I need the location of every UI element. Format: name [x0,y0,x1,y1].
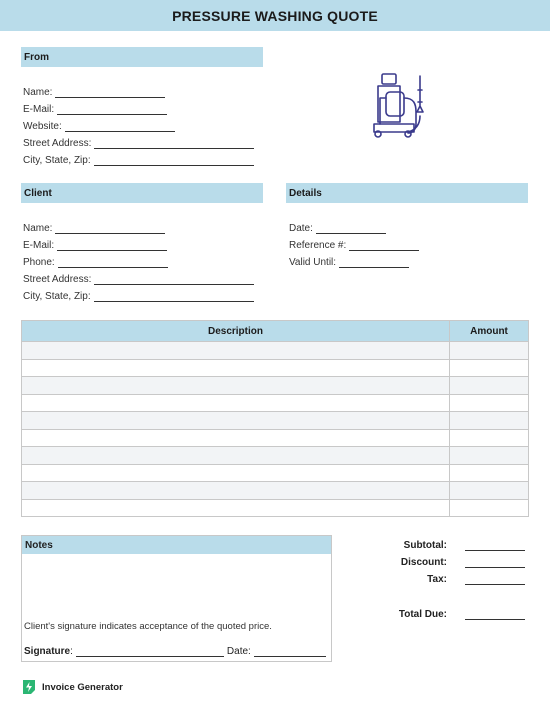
client-street-label: Street Address: [23,274,92,285]
notes-box[interactable] [21,535,332,662]
from-heading: From [21,47,263,67]
description-cell[interactable] [22,429,450,447]
tax-row [367,571,525,585]
total-due-blank[interactable] [465,610,525,620]
description-cell[interactable] [22,394,450,412]
tax-label: Tax: [427,574,447,585]
from-email-label: E-Mail: [23,104,55,115]
acceptance-text: Client's signature indicates acceptance of the quoted price. [24,621,272,632]
from-website-blank[interactable] [65,122,175,132]
client-street-field[interactable] [23,271,254,285]
amount-cell[interactable] [450,482,529,500]
title-bar [0,0,550,31]
subtotal-row [367,537,525,551]
from-city-field[interactable] [23,152,254,166]
table-row [22,499,529,517]
table-row [22,482,529,500]
pressure-washer-icon [368,72,432,138]
from-name-field[interactable] [23,84,165,98]
client-city-label: City, State, Zip: [23,291,91,302]
from-street-field[interactable] [23,135,254,149]
client-name-blank[interactable] [55,224,165,234]
client-phone-field[interactable] [23,254,168,268]
discount-row [367,554,525,568]
description-cell[interactable] [22,412,450,430]
signature-date-blank[interactable] [254,647,326,657]
from-street-label: Street Address: [23,138,92,149]
signature-date-label: Date: [226,646,251,657]
details-valid-until-label: Valid Until: [289,257,337,268]
description-cell[interactable] [22,447,450,465]
client-email-label: E-Mail: [23,240,55,251]
from-city-label: City, State, Zip: [23,155,91,166]
discount-label: Discount: [400,557,447,568]
details-reference-blank[interactable] [349,241,419,251]
signature-colon: : [70,646,73,657]
invoice-generator-logo-icon [22,680,36,694]
description-cell[interactable] [22,377,450,395]
total-due-label: Total Due: [398,609,447,620]
signature-row [24,646,326,657]
description-header: Description [22,321,450,342]
amount-cell[interactable] [450,342,529,360]
client-phone-blank[interactable] [58,258,168,268]
table-row [22,342,529,360]
discount-blank[interactable] [465,558,525,568]
details-reference-field[interactable] [289,237,419,251]
table-row [22,447,529,465]
client-city-blank[interactable] [94,292,254,302]
total-due-row [367,606,525,620]
details-date-label: Date: [289,223,313,234]
signature-label: Signature [24,646,71,657]
details-date-blank[interactable] [316,224,386,234]
from-email-blank[interactable] [57,105,167,115]
from-website-label: Website: [23,121,62,132]
from-city-blank[interactable] [94,156,254,166]
description-cell[interactable] [22,482,450,500]
table-row [22,394,529,412]
table-row [22,412,529,430]
amount-cell[interactable] [450,394,529,412]
signature-blank[interactable] [76,647,224,657]
footer-brand-text: Invoice Generator [42,681,123,693]
amount-cell[interactable] [450,359,529,377]
amount-cell[interactable] [450,377,529,395]
client-email-field[interactable] [23,237,167,251]
details-valid-until-blank[interactable] [339,258,409,268]
amount-cell[interactable] [450,499,529,517]
client-name-label: Name: [23,223,53,234]
description-cell[interactable] [22,342,450,360]
client-name-field[interactable] [23,220,165,234]
from-email-field[interactable] [23,101,167,115]
details-valid-until-field[interactable] [289,254,409,268]
description-cell[interactable] [22,499,450,517]
footer-brand[interactable] [22,680,123,694]
details-heading: Details [286,183,528,203]
amount-cell[interactable] [450,429,529,447]
client-heading: Client [21,183,263,203]
details-reference-label: Reference #: [289,240,347,251]
details-date-field[interactable] [289,220,386,234]
description-cell[interactable] [22,464,450,482]
from-website-field[interactable] [23,118,175,132]
amount-cell[interactable] [450,464,529,482]
client-city-field[interactable] [23,288,254,302]
client-email-blank[interactable] [57,241,167,251]
from-name-blank[interactable] [55,88,165,98]
amount-cell[interactable] [450,412,529,430]
description-cell[interactable] [22,359,450,377]
notes-heading: Notes [22,536,331,554]
from-name-label: Name: [23,87,53,98]
line-items-table [21,320,529,517]
table-row [22,429,529,447]
subtotal-label: Subtotal: [403,540,447,551]
table-row [22,464,529,482]
client-street-blank[interactable] [94,275,254,285]
amount-header: Amount [450,321,529,342]
tax-blank[interactable] [465,575,525,585]
from-street-blank[interactable] [94,139,254,149]
table-row [22,359,529,377]
table-row [22,377,529,395]
amount-cell[interactable] [450,447,529,465]
table-header-row [22,321,529,342]
page-title: PRESSURE WASHING QUOTE [172,7,378,24]
subtotal-blank[interactable] [465,541,525,551]
client-phone-label: Phone: [23,257,55,268]
